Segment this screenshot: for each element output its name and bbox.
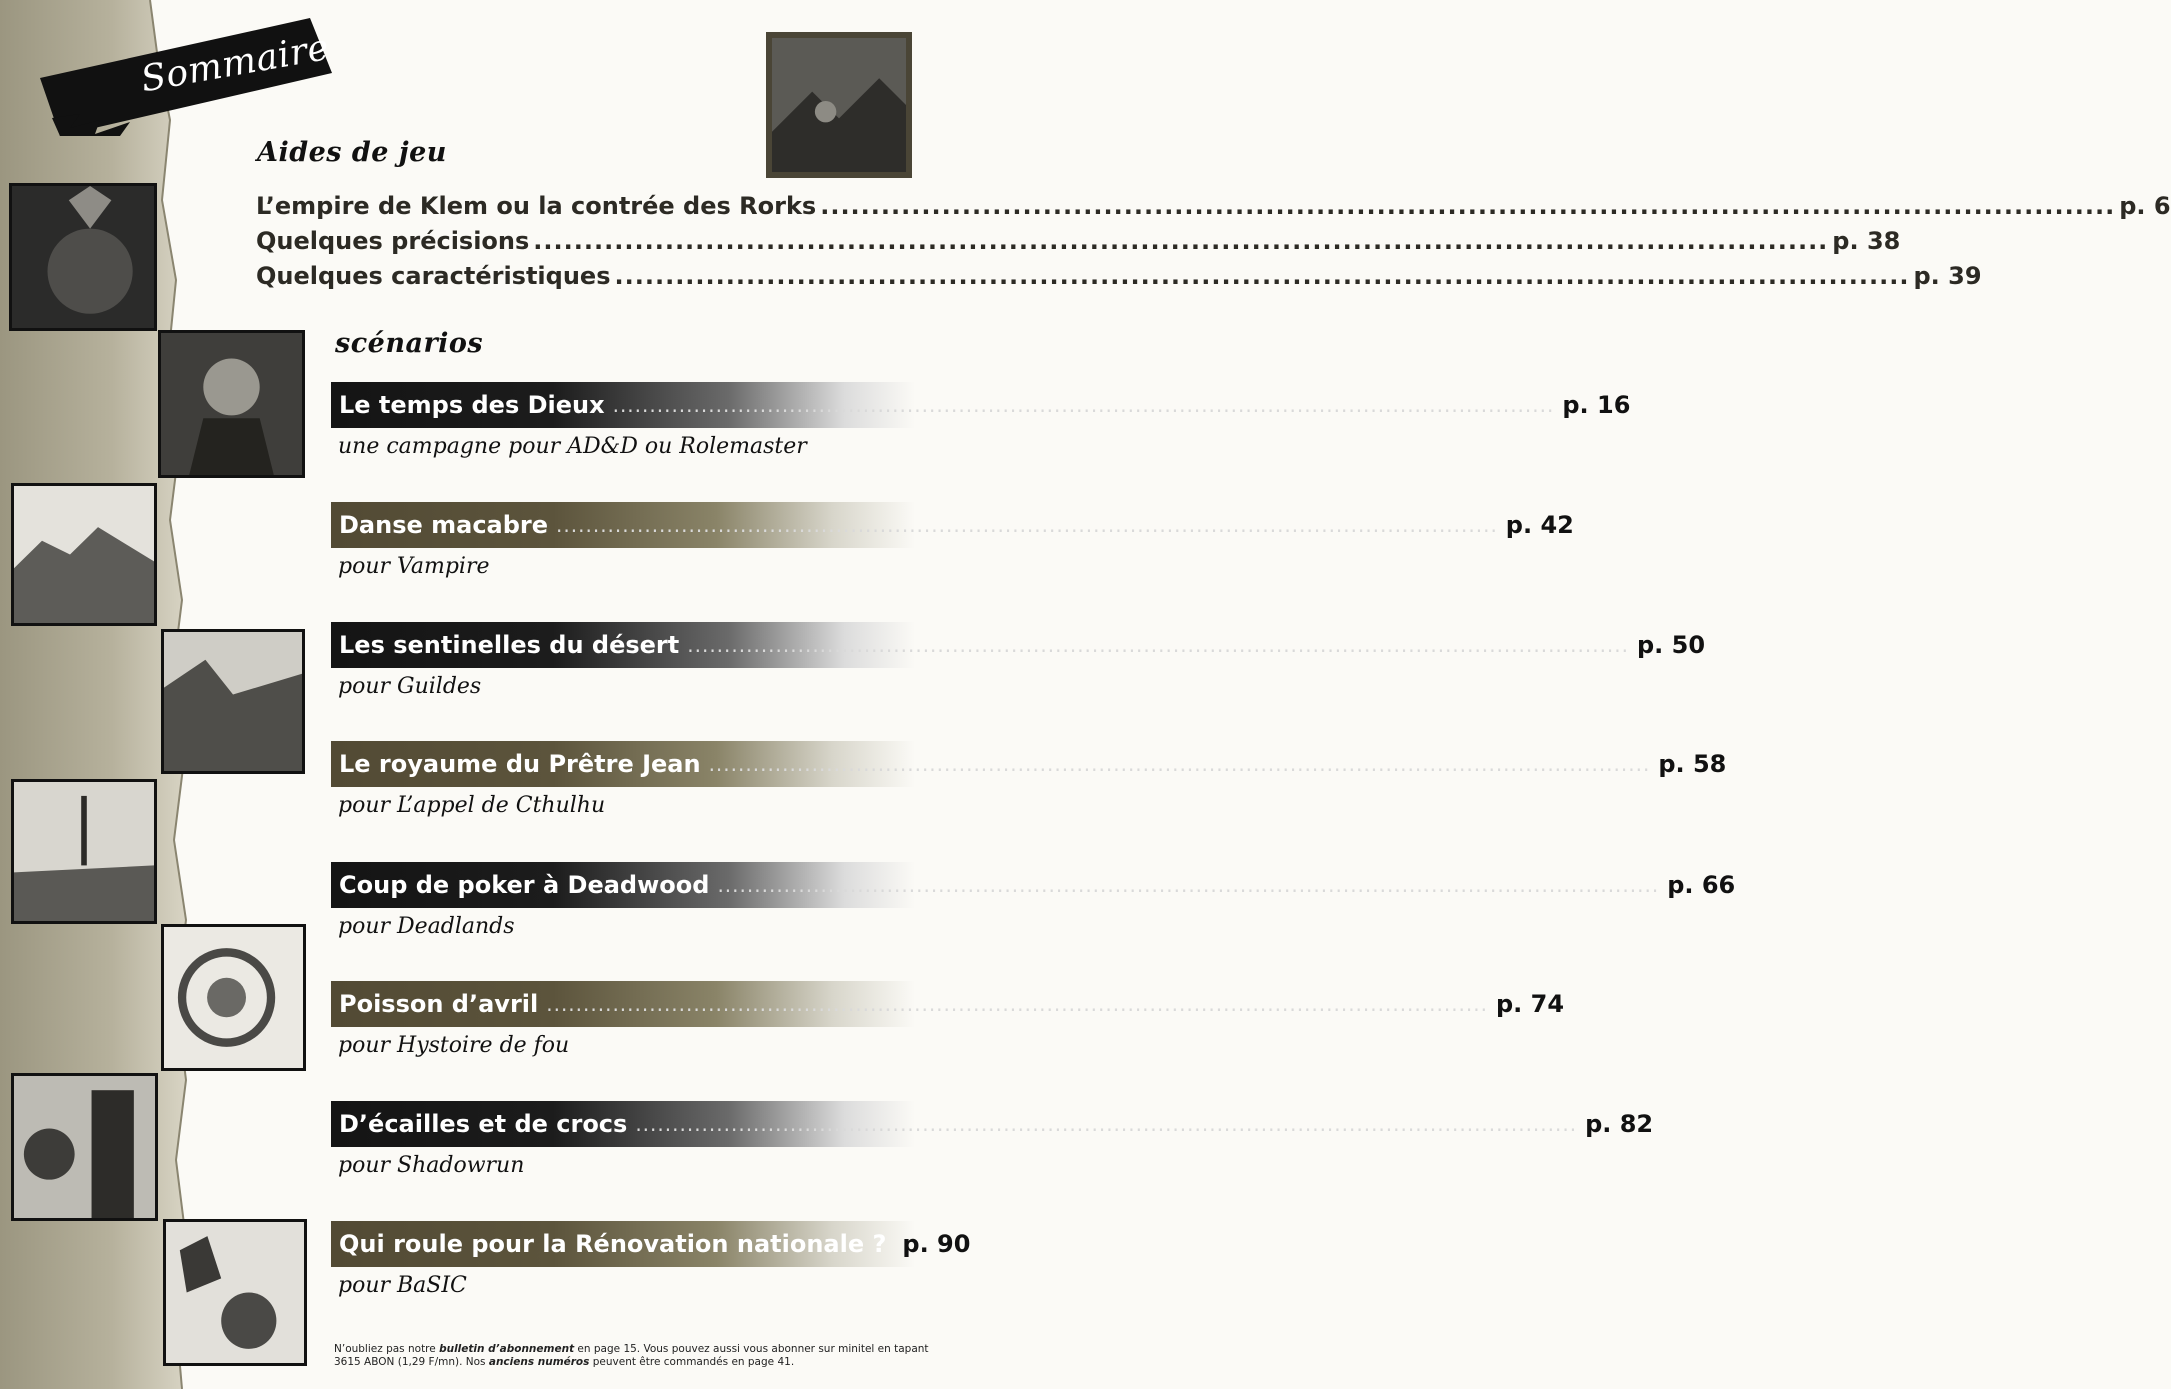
scenario-subtitle: pour L’appel de Cthulhu (338, 793, 606, 818)
illustration-western-town (11, 779, 157, 924)
subscription-link[interactable]: bulletin d’abonnement (439, 1343, 575, 1355)
toc-entry[interactable] (256, 192, 2171, 226)
toc-entry-label: Quelques caractéristiques (256, 262, 611, 290)
leader-dots (717, 873, 1659, 897)
scenario-bar[interactable] (331, 862, 1736, 908)
page-title: Sommaire (138, 26, 333, 101)
leader-dots (820, 192, 2115, 220)
scenario-page: p. 90 (902, 1230, 971, 1258)
scenario-page: p. 74 (1495, 990, 1565, 1018)
scenario-page: p. 82 (1585, 1110, 1654, 1138)
scenario-bar[interactable] (331, 1221, 971, 1267)
scenario-subtitle: pour BaSIC (338, 1273, 467, 1298)
leader-dots (709, 752, 1651, 776)
title-banner (40, 18, 335, 138)
scenario-page: p. 66 (1667, 871, 1736, 899)
back-issues-link[interactable]: anciens numéros (488, 1356, 590, 1368)
scenario-page: p. 50 (1637, 631, 1706, 659)
scenario-bar[interactable] (331, 981, 1565, 1027)
leader-dots (556, 513, 1498, 537)
leader-dots (635, 1112, 1577, 1136)
leader-dots (687, 633, 1629, 657)
toc-entry-page: p. 39 (1913, 262, 1982, 290)
leader-dots (613, 393, 1555, 417)
illustration-village-raid (766, 32, 912, 178)
footnote-text: N’oubliez pas notre (334, 1343, 440, 1355)
leader-dots (614, 262, 1909, 290)
footnote-text: en page 15. Vous pouvez aussi vous abonner sur minitel en tapant 3615 ABON (1,29 F/mn). Nos (334, 1343, 929, 1368)
footnote-text: peuvent être commandés en page 41. (589, 1356, 795, 1368)
illustration-monk-reading (158, 330, 305, 478)
subscription-footnote (334, 1343, 934, 1369)
toc-entry-label: L’empire de Klem ou la contrée des Rorks (256, 192, 817, 220)
toc-entry[interactable] (256, 227, 1901, 261)
scenario-title: Les sentinelles du désert (339, 631, 680, 659)
toc-entry-page: p. 6 (2119, 192, 2171, 220)
aides-heading: Aides de jeu (257, 137, 447, 168)
scenario-subtitle: pour Hystoire de fou (338, 1033, 570, 1058)
illustration-vortex (161, 924, 306, 1071)
scenario-title: Poisson d’avril (339, 990, 539, 1018)
illustration-temple-idol (9, 183, 157, 331)
scenario-title: Le royaume du Prêtre Jean (339, 750, 701, 778)
scenario-subtitle: pour Guildes (338, 674, 482, 699)
scenario-bar[interactable] (331, 622, 1706, 668)
illustration-bikers (163, 1219, 307, 1366)
scenario-page: p. 42 (1505, 511, 1574, 539)
scenario-subtitle: pour Deadlands (338, 914, 515, 939)
scenario-page: p. 16 (1562, 391, 1631, 419)
illustration-fortress (11, 483, 157, 626)
scenario-title: Coup de poker à Deadwood (339, 871, 710, 899)
toc-entry[interactable] (256, 262, 1982, 296)
scenario-subtitle: pour Shadowrun (338, 1153, 525, 1178)
scenario-title: D’écailles et de crocs (339, 1110, 628, 1138)
leader-dots (533, 227, 1828, 255)
toc-entry-label: Quelques précisions (256, 227, 530, 255)
scenario-title: Danse macabre (339, 511, 549, 539)
scenario-bar[interactable] (331, 502, 1574, 548)
scenario-title: Qui roule pour la Rénovation nationale ? (339, 1230, 887, 1258)
scenario-subtitle: pour Vampire (338, 554, 490, 579)
leader-dots (546, 992, 1488, 1016)
scenarios-heading: scénarios (335, 328, 484, 359)
scenario-page: p. 58 (1658, 750, 1727, 778)
scenario-title: Le temps des Dieux (339, 391, 605, 419)
scenario-bar[interactable] (331, 382, 1631, 428)
toc-entry-page: p. 38 (1832, 227, 1901, 255)
illustration-cyber-street (11, 1073, 158, 1221)
scenario-subtitle: une campagne pour AD&D ou Rolemaster (338, 434, 807, 459)
illustration-ruins (161, 629, 305, 774)
scenario-bar[interactable] (331, 1101, 1654, 1147)
scenario-bar[interactable] (331, 741, 1727, 787)
